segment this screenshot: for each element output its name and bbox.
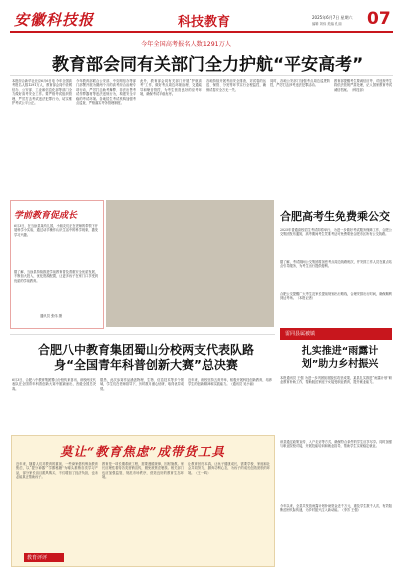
right-story-headline: 合肥高考生免费乘公交 — [280, 210, 390, 223]
sidebar-headline: 扎实推进“雨露计划”助力乡村振兴 — [301, 346, 379, 370]
sidebar-paragraph: 该县通过政策宣传、入户走访等方式，确保符合条件的学生应享尽享。同时加强与职业院校对接，开展技能培训和就业指导，帮助学生实现稳定就业。 — [280, 440, 392, 449]
photo-caption-paragraph: 6月3日，在当涂县某幼儿园，小朋友们正在老师的带领下开展科学小实验，通过动手操作认识生活中的科学现象，激发学习兴趣。 — [14, 224, 98, 237]
middle-story-paragraph: 6月3日，合肥八中教育集团蜀山分校传来喜讯，该校两支代表队在全国青年科普创新大赛中脱颖而出，晋级全国总决赛。 — [12, 378, 96, 391]
editor-line: 编辑 刘伟 美编 孔丽 — [312, 22, 342, 26]
right-story-paragraph: 2025年普通高校招生考试即将举行，为进一步做好考试服务保障工作，合肥公交集团发布通知，高考期间考生凭准考证可免费乘坐合肥市区所有公交线路。 — [280, 228, 392, 237]
photo-caption-paragraph: 据了解，当涂县持续推进学前教育普及普惠安全优质发展，不断加大投入，优化资源配置，让更多孩子在家门口享受到优质的学前教育。 — [14, 270, 98, 283]
middle-story-paragraph: 据悉，此次参赛作品涵盖物理、生物、信息技术等多个领域，学生们在老师指导下，历时数月潜心钻研，取得优异成绩。 — [100, 378, 184, 391]
lead-headline: 教育部会同有关部门全力护航“平安高考” — [52, 55, 364, 75]
commentary-paragraph: 让教育回归本真，让孩子健康成长，需要学校、家庭和社会共同努力，摒弃功利心态，为孩子的成长创造宽松的环境。（王一鸣） — [188, 462, 270, 475]
commentary-label: 教育评评 — [27, 555, 48, 561]
lead-paragraph: 本报综合新华社北京6月6日电 今年全国高考报名人数1291万人，教育部会同中央网信办、公安部、工业和信息化部等部门全力做好高考安全工作。要严格考试组织管理，严厉打击考试违法犯罪行为，切实维护考试公平公正。 — [12, 79, 72, 106]
masthead-logo: 安徽科技报 — [14, 11, 95, 29]
lead-paragraph: 各地持续开展考前安全排查，对试卷的运送、保管、分发等环节实行全程监控，确保试卷安全万无一失。 — [206, 79, 266, 92]
commentary-paragraph: 教育是一项长期系统工程，需要遵循规律，因材施教。家长应理性看待各类营销宣传，避免被焦虑裹挟。相关部门也应加强监管，规范市场秩序，营造良好的教育生态环境。 — [102, 462, 184, 480]
lead-paragraph: 同时，各地公安部门加强考点周边巡逻防控，严厉打击涉考违法犯罪活动。 — [270, 79, 330, 88]
commentary-title: 莫让“教育焦虑”成带货工具 — [60, 444, 225, 459]
lead-kicker: 今年全国高考报名人数1291万人 — [141, 41, 231, 48]
right-story-paragraph: 合肥公交提醒广大考生及家长提前规划出行路线，合理安排出行时间，确保顺利到达考场。（本报记者） — [280, 292, 392, 301]
lead-paragraph: 此外，教育部会同有关部门开展“护航高考”工作，做好考点周边环境治理、交通疏导和噪音管控，为考生营造良好的应考环境，确保考试平稳有序。 — [140, 79, 202, 97]
lead-paragraph: 教育部提醒考生要诚信应考，对违规考生将依法依规严肃处理，记入国家教育考试诚信档案。（科技部） — [334, 79, 392, 92]
lead-rule — [10, 75, 393, 76]
right-story-paragraph: 据了解，考试期间公交集团将加密考点周边线路班次，并安排工作人员在重点站点引导服务，为考生出行提供便利。 — [280, 260, 392, 269]
photo-caption-title: 学前教育促成长 — [14, 211, 78, 221]
date-line: 2025年6月7日 星期六 — [312, 15, 353, 20]
middle-rule — [10, 334, 275, 335]
column-label: 雷同县属被镇 — [285, 331, 316, 337]
classroom-photo — [106, 200, 274, 327]
photo-credit: 通讯员 张伟 摄 — [40, 314, 62, 318]
middle-story-headline: 合肥八中教育集团蜀山分校两支代表队路身“全国青年科普创新大赛”总决赛 — [37, 343, 254, 372]
sidebar-paragraph: 本报通讯员 王强 为进一步巩固拓展脱贫攻坚成果，某县扎实推进“雨露计划”职业教育补助工作，帮助脱贫家庭子女接受职业教育，提升就业能力。 — [280, 376, 392, 385]
section-title: 科技教育 — [178, 15, 231, 30]
lead-paragraph: 今年教育部联合公安部、中央网信办等部门部署开展为期两个月的高考综合治理专项行动，严厉打击助考舞弊、非法出售考试作弊器材等违法违规行为，构建安全平稳的考试环境。各地招生考试机构加强考点巡查，严格落实考务管理制度。 — [76, 79, 136, 106]
page-number: 07 — [367, 9, 391, 29]
header-rule — [10, 31, 393, 33]
sidebar-paragraph: 今年以来，全县共发放雨露计划补助资金近千万元，惠及学生数千人次，有效阻断贫困代际传递，为乡村振兴注入新动能。（李芳 王强） — [280, 504, 392, 513]
middle-story-paragraph: 近年来，该校坚持五育并举，积极开展科技创新教育，培养学生的创新精神和实践能力。（通讯员 吴小丽） — [188, 378, 272, 387]
commentary-paragraph: 近年来，随着人们对教育的重视，一些商家借机贩卖教育焦虑，以“提分神器”“学霸秘籍”为噱头推销各类学习产品，部分家长盲目跟风购买，不仅增加了经济负担，也未必能真正帮助孩子。 — [16, 462, 98, 480]
